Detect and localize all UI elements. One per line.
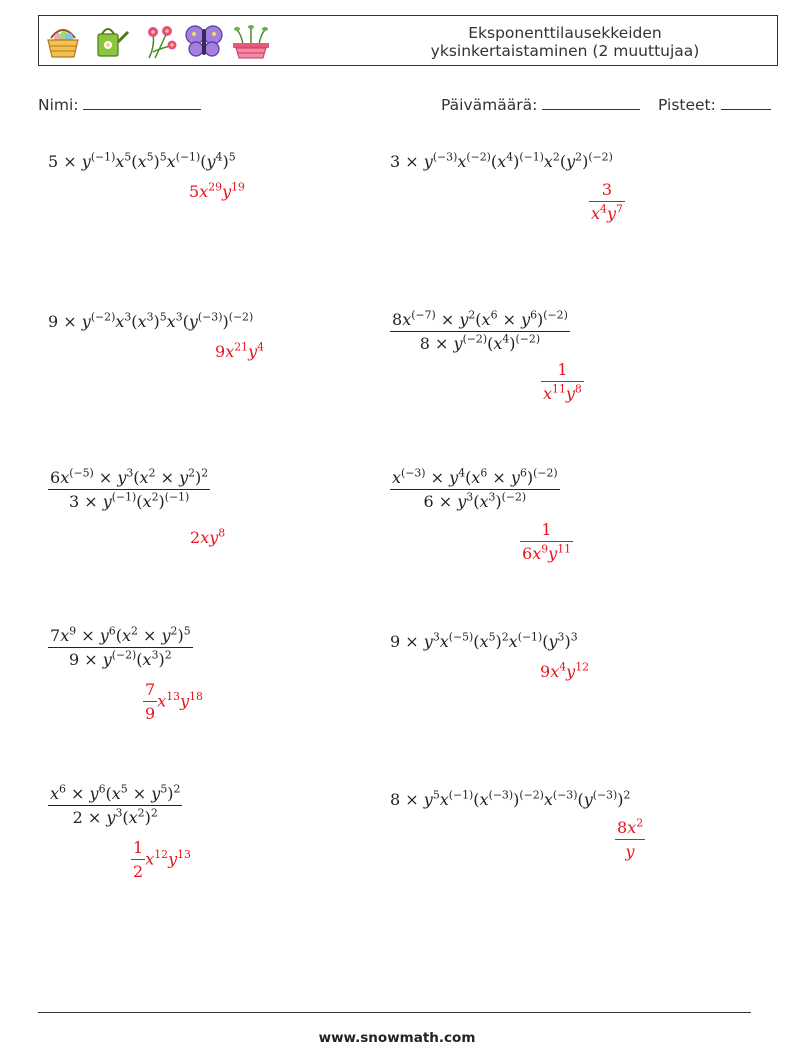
score-label: Pisteet:	[658, 96, 716, 114]
date-label: Päivämäärä:	[441, 96, 538, 114]
score-blank[interactable]	[721, 95, 771, 110]
problem-1: $5 \times y^{(-1)}x^5(x^5)^5x^{(-1)}(y^4)^5$	[48, 150, 236, 171]
worksheet-title	[405, 24, 725, 60]
title-line-2: yksinkertaistaminen (2 muuttujaa)	[430, 42, 700, 60]
answer-5: $2xy^8$	[190, 526, 226, 547]
easter-basket-icon	[45, 22, 81, 60]
answer-9: $\frac{1}{2}$ $x^{12}y^{13}$	[133, 838, 191, 881]
answer-3: $9x^{21}y^4$	[215, 340, 265, 361]
problem-8: $9 \times y^3x^{(-5)}(x^5)^2x^{(-1)}(y^3)^3$	[390, 630, 578, 651]
butterfly-icon	[185, 22, 223, 60]
worksheet-header	[38, 15, 778, 66]
answer-8: $9x^4y^{12}$	[540, 660, 590, 681]
name-label: Nimi:	[38, 96, 79, 114]
problem-2: $3 \times y^{(-3)}x^{(-2)}(x^4)^{(-1)}x^2(y^2)^{(-2)}$	[390, 150, 613, 171]
score-field[interactable]	[658, 95, 771, 114]
problem-9: $\frac{x^6 \times y^6(x^5 \times y^5)^2}{2 \times y^3(x^2)^2}$	[50, 782, 181, 827]
footer-divider	[38, 1012, 751, 1013]
answer-2: $\frac{3}{x^4y^7}$	[591, 180, 623, 223]
flowers-icon	[141, 22, 179, 60]
name-field[interactable]	[38, 95, 201, 114]
date-field[interactable]	[441, 95, 640, 114]
answer-6: $\frac{1}{6x^9y^{11}}$	[522, 520, 572, 563]
answer-10: $\frac{8x^2}{y}$	[617, 816, 644, 861]
problem-6: $\frac{x^{(-3)} \times y^4(x^6 \times y^6)^{(-2)}}{6 \times y^3(x^3)^{(-2)}}$	[392, 466, 558, 511]
problem-5: $\frac{6x^{(-5)} \times y^3(x^2 \times y^2)^2}{3 \times y^{(-1)}(x^2)^{(-1)}}$	[50, 466, 209, 511]
title-line-1: Eksponenttilausekkeiden	[468, 24, 662, 42]
footer-url[interactable]: www.snowmath.com	[318, 1030, 476, 1046]
answer-7: $\frac{7}{9}$ $x^{13}y^{18}$	[145, 680, 203, 723]
problem-3: $9 \times y^{(-2)}x^3(x^3)^5x^3(y^{(-3)})^{(-2)}$	[48, 310, 254, 331]
answer-4: $\frac{1}{x^{11}y^8}$	[543, 360, 582, 403]
problem-10: $8 \times y^5x^{(-1)}(x^{(-3)})^{(-2)}x^{(-3)}(y^{(-3)})^2$	[390, 788, 631, 809]
answer-1: $5x^{29}y^{19}$	[189, 180, 245, 201]
problem-4: $\frac{8x^{(-7)} \times y^2(x^6 \times y^6)^{(-2)}}{8 \times y^{(-2)}(x^4)^{(-2)}}$	[392, 308, 568, 353]
date-blank[interactable]	[542, 95, 640, 110]
problem-7: $\frac{7x^9 \times y^6(x^2 \times y^2)^5}{9 \times y^{(-2)}(x^3)^2}$	[50, 624, 191, 669]
name-blank[interactable]	[83, 95, 201, 110]
plant-pot-icon	[231, 22, 271, 60]
watering-can-icon	[93, 22, 131, 60]
